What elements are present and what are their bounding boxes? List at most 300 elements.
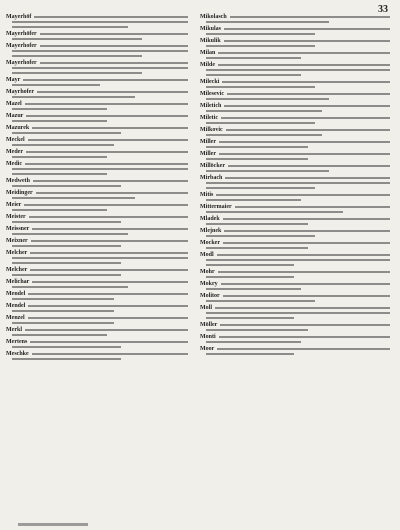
entry-headword: Modl xyxy=(200,251,214,258)
entry-text xyxy=(26,115,188,117)
entry-text xyxy=(206,187,315,189)
entry-headword: Miller xyxy=(200,150,216,157)
entry-line xyxy=(200,193,390,196)
entry-text xyxy=(12,262,121,264)
entry-text xyxy=(28,317,188,319)
entry-line xyxy=(200,51,390,54)
entry-line xyxy=(6,32,188,35)
list-item xyxy=(6,78,188,86)
entry-line xyxy=(12,155,188,158)
entry-line xyxy=(12,20,188,23)
entry-text xyxy=(206,33,315,35)
entry-text xyxy=(206,57,301,59)
entry-line xyxy=(200,323,390,326)
list-item xyxy=(200,116,390,124)
entry-headword: Mazel xyxy=(6,100,22,107)
entry-text xyxy=(235,206,390,208)
entry-text xyxy=(12,84,100,86)
entry-headword: Mayerhofer xyxy=(6,42,37,49)
list-item xyxy=(200,27,390,35)
entry-headword: Mikulik xyxy=(200,37,221,44)
entry-line xyxy=(206,56,390,59)
list-item xyxy=(200,176,390,189)
entry-line xyxy=(6,61,188,64)
entry-line xyxy=(6,90,188,93)
entry-line xyxy=(6,203,188,206)
entry-text xyxy=(12,55,142,57)
list-item xyxy=(200,140,390,148)
entry-text xyxy=(206,170,329,172)
entry-line xyxy=(200,164,390,167)
entry-text xyxy=(223,295,390,297)
entry-text xyxy=(206,276,294,278)
entry-line xyxy=(206,275,390,278)
entry-text xyxy=(30,252,188,254)
entry-line xyxy=(206,299,390,302)
entry-line xyxy=(206,133,390,136)
entry-headword: Mayerhofer xyxy=(6,59,37,66)
entry-text xyxy=(12,67,188,69)
entry-headword: Mazur xyxy=(6,112,24,119)
list-item xyxy=(200,335,390,343)
entry-text xyxy=(206,300,315,302)
entry-line xyxy=(200,270,390,273)
entry-line xyxy=(6,280,188,283)
entry-line xyxy=(200,92,390,95)
entry-line xyxy=(12,83,188,86)
entry-text xyxy=(12,96,135,98)
entry-line xyxy=(206,157,390,160)
list-item xyxy=(6,126,188,134)
entry-text xyxy=(12,286,128,288)
entry-text xyxy=(226,129,390,131)
entry-line xyxy=(200,282,390,285)
entry-line xyxy=(12,256,188,259)
entry-line xyxy=(200,176,390,179)
entry-line xyxy=(206,210,390,213)
list-item xyxy=(200,229,390,237)
entry-text xyxy=(12,38,142,40)
entry-text xyxy=(225,177,390,179)
entry-line xyxy=(6,44,188,47)
entry-text xyxy=(218,52,390,54)
footer-line xyxy=(18,523,88,526)
entry-headword: Mikolasch xyxy=(200,13,227,20)
entry-text xyxy=(32,353,188,355)
entry-text xyxy=(221,117,390,119)
entry-line xyxy=(206,311,390,314)
entry-line xyxy=(12,172,188,175)
list-item xyxy=(6,15,188,28)
list-item xyxy=(6,191,188,199)
entry-text xyxy=(206,182,390,184)
list-item xyxy=(200,347,390,355)
list-item xyxy=(6,316,188,324)
entry-text xyxy=(30,341,188,343)
entry-text xyxy=(206,288,301,290)
entry-headword: Mohr xyxy=(200,268,215,275)
entry-headword: Meissner xyxy=(6,225,30,232)
entry-headword: Meier xyxy=(6,201,22,208)
entry-line xyxy=(12,107,188,110)
entry-text xyxy=(25,329,188,331)
entry-text xyxy=(23,79,188,81)
entry-headword: Mertens xyxy=(6,338,28,345)
entry-text xyxy=(206,122,315,124)
entry-line xyxy=(200,152,390,155)
list-item xyxy=(6,340,188,348)
entry-text xyxy=(29,216,188,218)
entry-text xyxy=(223,242,390,244)
entry-text xyxy=(206,69,390,71)
entry-line xyxy=(6,102,188,105)
entry-line xyxy=(206,352,390,355)
entry-text xyxy=(206,146,308,148)
entry-headword: Medic xyxy=(6,160,22,167)
entry-line xyxy=(12,244,188,247)
entry-line xyxy=(12,37,188,40)
entry-headword: Miller xyxy=(200,138,216,145)
list-item xyxy=(200,92,390,100)
left-column xyxy=(6,14,188,364)
entry-line xyxy=(12,95,188,98)
list-item xyxy=(200,51,390,59)
entry-text xyxy=(224,230,390,232)
entry-line xyxy=(200,306,390,309)
entry-text xyxy=(12,233,128,235)
entry-headword: Melcher xyxy=(6,249,28,256)
entry-line xyxy=(206,340,390,343)
entry-headword: Menzel xyxy=(6,314,25,321)
entry-headword: Millöcker xyxy=(200,162,225,169)
entry-line xyxy=(6,15,188,18)
list-item xyxy=(200,104,390,112)
entry-headword: Melichar xyxy=(6,278,30,285)
list-item xyxy=(6,352,188,360)
list-item xyxy=(6,292,188,300)
entry-headword: Milecki xyxy=(200,78,220,85)
list-item xyxy=(200,80,390,88)
entry-headword: Milkovic xyxy=(200,126,223,133)
entry-line xyxy=(12,208,188,211)
entry-text xyxy=(12,26,128,28)
entry-line xyxy=(6,268,188,271)
entry-headword: Mayerhöf xyxy=(6,13,32,20)
entry-line xyxy=(6,162,188,165)
entry-line xyxy=(200,104,390,107)
entry-line xyxy=(12,167,188,170)
entry-headword: Meister xyxy=(6,213,26,220)
entry-text xyxy=(37,91,188,93)
entry-text xyxy=(206,211,343,213)
entry-line xyxy=(206,97,390,100)
entry-text xyxy=(25,103,188,105)
entry-text xyxy=(12,274,121,276)
entry-headword: Meixner xyxy=(6,237,28,244)
entry-line xyxy=(6,126,188,129)
entry-line xyxy=(12,357,188,360)
entry-headword: Mikulas xyxy=(200,25,222,32)
entry-line xyxy=(200,205,390,208)
entry-text xyxy=(206,134,322,136)
list-item xyxy=(6,90,188,98)
entry-line xyxy=(206,198,390,201)
list-item xyxy=(6,102,188,110)
entry-line xyxy=(12,25,188,28)
entry-text xyxy=(216,194,390,196)
entry-line xyxy=(200,116,390,119)
entry-line xyxy=(206,32,390,35)
entry-line xyxy=(206,287,390,290)
entry-text xyxy=(12,245,121,247)
entry-text xyxy=(206,86,315,88)
entry-headword: Mirbach xyxy=(200,174,223,181)
entry-line xyxy=(200,15,390,18)
entry-text xyxy=(218,64,390,66)
entry-text xyxy=(228,165,390,167)
entry-line xyxy=(12,131,188,134)
entry-text xyxy=(12,334,107,336)
entry-line xyxy=(12,261,188,264)
entry-line xyxy=(12,321,188,324)
entry-line xyxy=(12,196,188,199)
entry-text xyxy=(33,180,188,182)
entry-text xyxy=(28,139,188,141)
entry-headword: Miletic xyxy=(200,114,218,121)
entry-text xyxy=(206,353,294,355)
list-item xyxy=(200,306,390,319)
entry-text xyxy=(221,283,390,285)
entry-line xyxy=(6,227,188,230)
entry-text xyxy=(206,158,308,160)
entry-text xyxy=(12,173,107,175)
entry-line xyxy=(6,239,188,242)
entry-text xyxy=(206,21,329,23)
entry-line xyxy=(200,27,390,30)
entry-headword: Molitor xyxy=(200,292,220,299)
entry-text xyxy=(12,108,107,110)
list-item xyxy=(6,32,188,40)
entry-line xyxy=(12,273,188,276)
entry-headword: Mayrhofer xyxy=(6,88,34,95)
entry-text xyxy=(206,223,308,225)
entry-headword: Milde xyxy=(200,61,215,68)
list-item xyxy=(200,128,390,136)
entry-text xyxy=(215,307,390,309)
entry-text xyxy=(12,21,188,23)
entry-line xyxy=(6,304,188,307)
right-column xyxy=(200,14,390,359)
entry-text xyxy=(224,28,390,30)
entry-line xyxy=(6,191,188,194)
entry-line xyxy=(6,352,188,355)
entry-text xyxy=(230,16,390,18)
entry-headword: Melcher xyxy=(6,266,28,273)
list-item xyxy=(6,280,188,288)
entry-text xyxy=(224,40,390,42)
entry-text xyxy=(31,240,188,242)
list-item xyxy=(200,193,390,201)
list-item xyxy=(6,227,188,235)
entry-line xyxy=(206,234,390,237)
entry-headword: Miletich xyxy=(200,102,222,109)
entry-line xyxy=(12,345,188,348)
list-item xyxy=(6,179,188,187)
entry-text xyxy=(218,271,390,273)
entry-text xyxy=(206,312,390,314)
entry-line xyxy=(206,109,390,112)
entry-headword: Mocker xyxy=(200,239,220,246)
list-item xyxy=(200,253,390,266)
entry-text xyxy=(34,16,188,18)
entry-headword: Mladek xyxy=(200,215,220,222)
entry-text xyxy=(40,33,188,35)
entry-text xyxy=(28,293,188,295)
entry-headword: Merkl xyxy=(6,326,22,333)
entry-line xyxy=(200,294,390,297)
entry-line xyxy=(200,80,390,83)
list-item xyxy=(200,217,390,225)
entry-headword: Meidinger xyxy=(6,189,33,196)
entry-headword: Monti xyxy=(200,333,216,340)
list-item xyxy=(200,323,390,331)
list-item xyxy=(200,63,390,76)
list-item xyxy=(6,215,188,223)
entry-line xyxy=(200,241,390,244)
list-item xyxy=(6,304,188,312)
entry-text xyxy=(12,310,114,312)
entry-headword: Mokry xyxy=(200,280,218,287)
entry-line xyxy=(6,316,188,319)
entry-text xyxy=(12,72,142,74)
entry-line xyxy=(206,222,390,225)
entry-line xyxy=(200,229,390,232)
entry-text xyxy=(12,156,107,158)
list-item xyxy=(6,239,188,247)
entry-line xyxy=(200,63,390,66)
entry-headword: Meckel xyxy=(6,136,25,143)
entry-line xyxy=(206,121,390,124)
list-item xyxy=(200,205,390,213)
entry-text xyxy=(222,81,390,83)
entry-line xyxy=(12,66,188,69)
entry-text xyxy=(12,120,107,122)
entry-text xyxy=(40,62,188,64)
entry-line xyxy=(206,263,390,266)
entry-text xyxy=(12,322,114,324)
entry-text xyxy=(219,336,390,338)
list-item xyxy=(200,15,390,23)
list-item xyxy=(200,152,390,160)
entry-text xyxy=(206,74,301,76)
entry-text xyxy=(206,264,294,266)
entry-text xyxy=(32,228,188,230)
entry-text xyxy=(28,305,188,307)
entry-line xyxy=(6,292,188,295)
entry-text xyxy=(206,259,390,261)
entry-line xyxy=(206,145,390,148)
entry-text xyxy=(12,346,121,348)
list-item xyxy=(200,270,390,278)
entry-line xyxy=(6,114,188,117)
entry-text xyxy=(227,93,390,95)
entry-text xyxy=(224,105,390,107)
list-item xyxy=(6,150,188,158)
entry-headword: Mazurek xyxy=(6,124,30,131)
entry-line xyxy=(6,251,188,254)
entry-headword: Medweth xyxy=(6,177,30,184)
entry-text xyxy=(32,281,188,283)
entry-line xyxy=(12,333,188,336)
entry-headword: Moll xyxy=(200,304,212,311)
entry-headword: Mlejnek xyxy=(200,227,222,234)
entry-text xyxy=(40,45,188,47)
entry-line xyxy=(200,128,390,131)
entry-text xyxy=(12,132,121,134)
list-item xyxy=(6,138,188,146)
entry-headword: Mendel xyxy=(6,290,26,297)
entry-line xyxy=(206,258,390,261)
list-item xyxy=(200,241,390,249)
list-item xyxy=(200,39,390,47)
entry-line xyxy=(12,220,188,223)
entry-text xyxy=(219,153,390,155)
entry-text xyxy=(12,209,107,211)
entry-line xyxy=(12,309,188,312)
entry-text xyxy=(223,218,390,220)
entry-line xyxy=(200,253,390,256)
entry-line xyxy=(200,217,390,220)
entry-line xyxy=(6,179,188,182)
entry-text xyxy=(206,199,301,201)
entry-line xyxy=(12,184,188,187)
page-number: 33 xyxy=(378,4,388,15)
list-item xyxy=(6,61,188,74)
entry-line xyxy=(200,335,390,338)
list-item xyxy=(6,251,188,264)
list-item xyxy=(6,268,188,276)
entry-text xyxy=(12,257,188,259)
entry-text xyxy=(25,163,188,165)
entry-line xyxy=(6,138,188,141)
entry-text xyxy=(32,127,188,129)
entry-line xyxy=(12,143,188,146)
entry-line xyxy=(12,232,188,235)
list-item xyxy=(6,162,188,175)
entry-text xyxy=(206,110,322,112)
entry-text xyxy=(30,269,188,271)
entry-headword: Moor xyxy=(200,345,215,352)
entry-line xyxy=(206,20,390,23)
entry-headword: Mitis xyxy=(200,191,214,198)
entry-text xyxy=(12,144,114,146)
entry-line xyxy=(206,68,390,71)
entry-text xyxy=(12,50,188,52)
entry-text xyxy=(12,358,121,360)
entry-line xyxy=(6,215,188,218)
list-item xyxy=(6,203,188,211)
list-item xyxy=(6,328,188,336)
entry-text xyxy=(12,221,121,223)
entry-text xyxy=(206,341,301,343)
entry-line xyxy=(200,140,390,143)
entry-text xyxy=(206,247,308,249)
entry-text xyxy=(12,168,188,170)
entry-headword: Meschke xyxy=(6,350,29,357)
entry-text xyxy=(24,204,188,206)
entry-line xyxy=(200,347,390,350)
entry-text xyxy=(206,45,315,47)
